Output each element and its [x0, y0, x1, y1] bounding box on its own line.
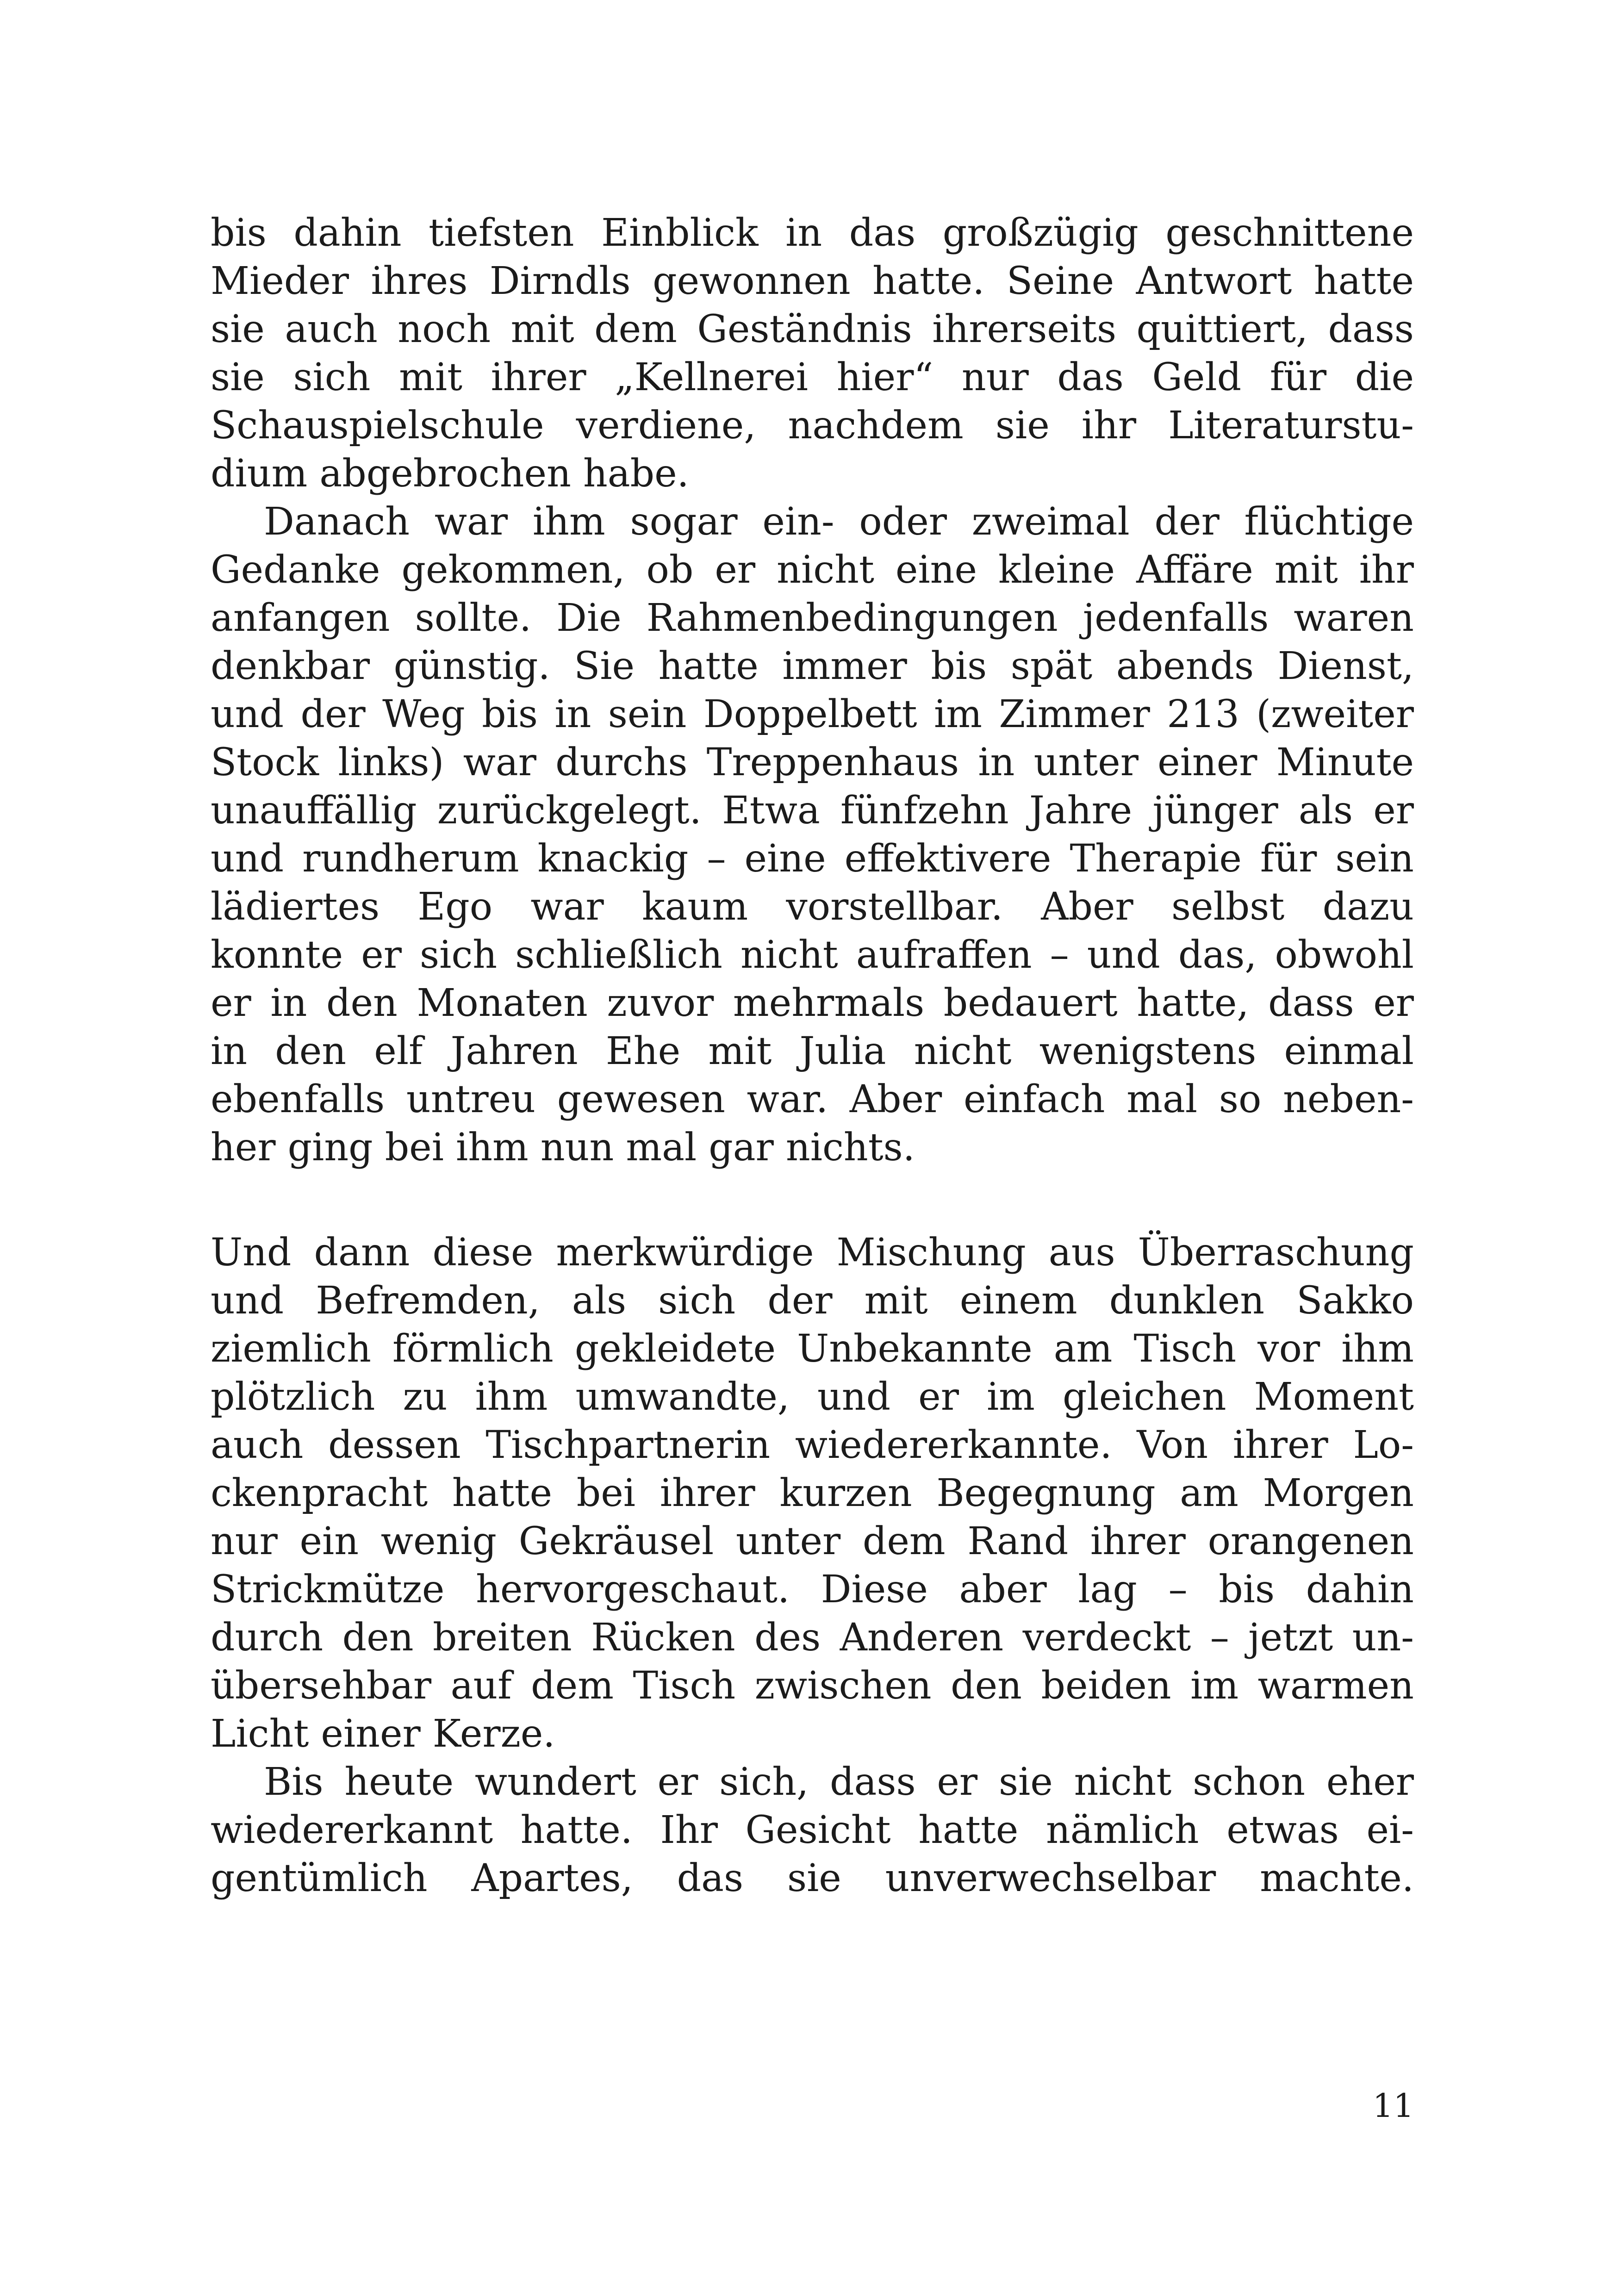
text-line: nur ein wenig Gekräusel unter dem Rand ihrer orangenen	[211, 1519, 1414, 1563]
paragraph-1	[211, 209, 1414, 498]
text-line: unauffällig zurückgelegt. Etwa fünfzehn Jahre jünger als er	[211, 789, 1414, 833]
text-line: ebenfalls untreu gewesen war. Aber einfach mal so neben-	[211, 1077, 1414, 1121]
text-line: Danach war ihm sogar ein- oder zweimal der flüchtige	[264, 500, 1414, 544]
text-line: Bis heute wundert er sich, dass er sie nicht schon eher	[264, 1760, 1414, 1804]
text-line: Gedanke gekommen, ob er nicht eine kleine Affäre mit ihr	[211, 548, 1414, 592]
text-line: her ging bei ihm nun mal gar nichts.	[211, 1126, 915, 1170]
text-line: Stock links) war durchs Treppenhaus in unter einer Minute	[211, 740, 1414, 784]
text-section-2	[211, 1229, 1414, 1903]
text-line: anfangen sollte. Die Rahmenbedingungen jedenfalls waren	[211, 596, 1414, 640]
text-line: Strickmütze hervorgeschaut. Diese aber lag – bis dahin	[211, 1568, 1414, 1612]
text-line: lädiertes Ego war kaum vorstellbar. Aber selbst dazu	[211, 885, 1414, 929]
text-line: auch dessen Tischpartnerin wiedererkannte. Von ihrer Lo-	[211, 1423, 1414, 1467]
text-line: und rundherum knackig – eine effektivere Therapie für sein	[211, 837, 1414, 881]
text-line: dium abgebrochen habe.	[211, 452, 689, 496]
text-line: denkbar günstig. Sie hatte immer bis spät abends Dienst,	[211, 644, 1414, 688]
text-line: und Befremden, als sich der mit einem dunklen Sakko	[211, 1279, 1414, 1323]
text-line: Mieder ihres Dirndls gewonnen hatte. Seine Antwort hatte	[211, 259, 1414, 303]
text-line: Schauspielschule verdiene, nachdem sie ihr Literaturstu-	[211, 404, 1414, 448]
text-line: sie sich mit ihrer „Kellnerei hier“ nur das Geld für die	[211, 355, 1414, 399]
text-section-1	[211, 209, 1414, 1172]
paragraph-2	[211, 498, 1414, 1172]
text-line: und der Weg bis in sein Doppelbett im Zimmer 213 (zweiter	[211, 692, 1414, 736]
text-line: er in den Monaten zuvor mehrmals bedauert hatte, dass er	[211, 981, 1414, 1025]
text-line: übersehbar auf dem Tisch zwischen den beiden im warmen	[211, 1664, 1414, 1708]
text-line: plötzlich zu ihm umwandte, und er im gleichen Moment	[211, 1375, 1414, 1419]
text-line: in den elf Jahren Ehe mit Julia nicht wenigstens einmal	[211, 1029, 1414, 1073]
text-line: Und dann diese merkwürdige Mischung aus Überraschung	[211, 1231, 1414, 1275]
text-line: wiedererkannt hatte. Ihr Gesicht hatte nämlich etwas ei-	[211, 1808, 1414, 1852]
paragraph-3	[211, 1229, 1414, 1758]
text-line: Licht einer Kerze.	[211, 1712, 555, 1756]
text-line: ckenpracht hatte bei ihrer kurzen Begegnung am Morgen	[211, 1471, 1414, 1515]
text-line: durch den breiten Rücken des Anderen verdeckt – jetzt un-	[211, 1616, 1414, 1660]
text-line: ziemlich förmlich gekleidete Unbekannte am Tisch vor ihm	[211, 1327, 1414, 1371]
paragraph-4	[211, 1758, 1414, 1903]
text-line: gentümlich Apartes, das sie unverwechselbar machte.	[211, 1856, 1414, 1900]
text-line: bis dahin tiefsten Einblick in das großzügig geschnittene	[211, 211, 1414, 255]
text-line: sie auch noch mit dem Geständnis ihrerseits quittiert, dass	[211, 307, 1414, 351]
text-line: konnte er sich schließlich nicht aufraffen – und das, obwohl	[211, 933, 1414, 977]
page-number: 11	[1372, 2087, 1414, 2125]
